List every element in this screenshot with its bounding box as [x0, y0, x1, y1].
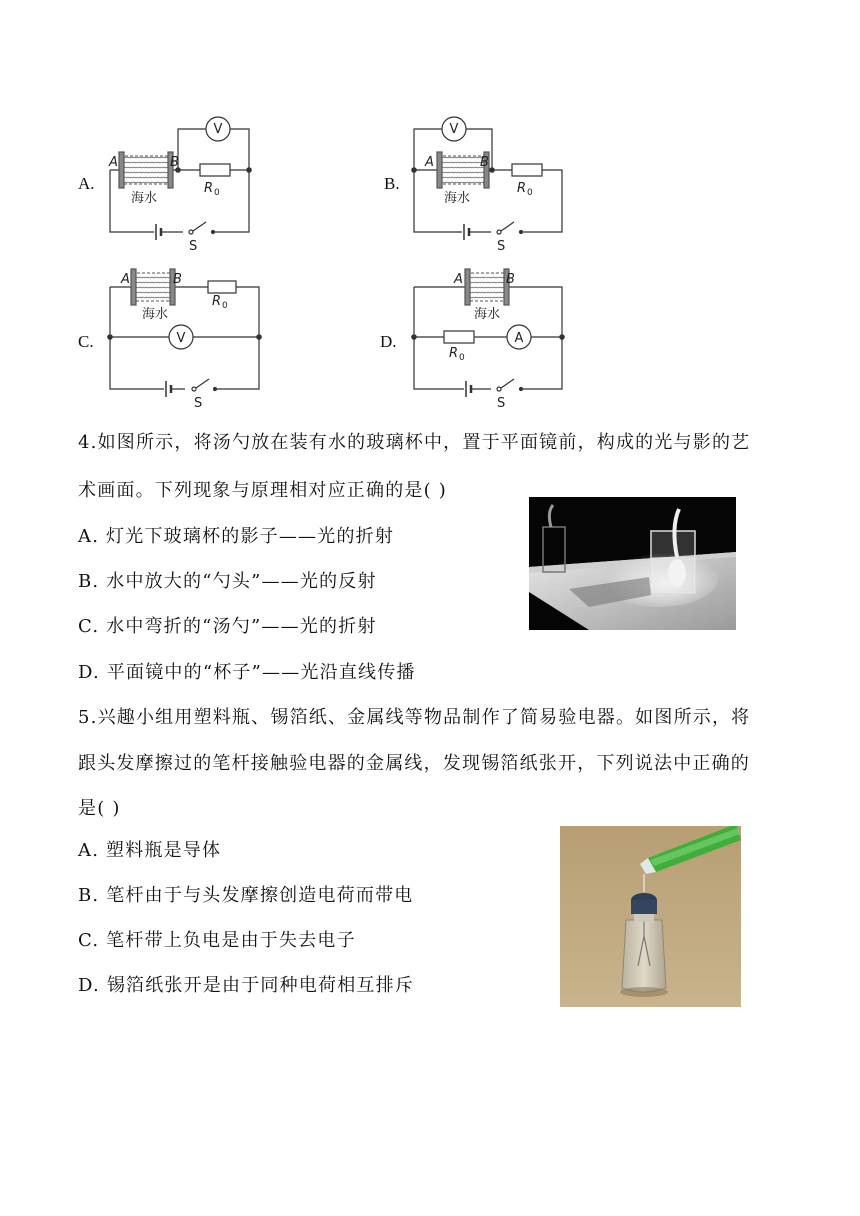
q4-option-b: B. 水中放大的“勺头”——光的反射: [78, 571, 377, 592]
terminal-a-label: A: [109, 155, 118, 170]
switch-label: S: [497, 239, 506, 254]
q4-option-c: C. 水中弯折的“汤勺”——光的折射: [78, 616, 377, 637]
q4-stem-line1: 4.如图所示，将汤勺放在装有水的玻璃杯中，置于平面镜前，构成的光与影的艺: [78, 432, 751, 453]
terminal-a-label: A: [425, 155, 434, 170]
terminal-b-label: B: [480, 155, 489, 170]
switch-label: S: [497, 396, 506, 411]
resistor-label: R: [449, 346, 459, 361]
resistor-sub: 0: [222, 301, 228, 311]
terminal-a-label: A: [454, 272, 463, 287]
circuit-d: [412, 269, 564, 397]
option-b-letter: B.: [384, 174, 400, 193]
circuit-diagrams: [0, 0, 860, 420]
option-d-letter: D.: [380, 332, 397, 351]
circuit-a: [110, 117, 251, 240]
q5-stem-line1: 5.兴趣小组用塑料瓶、锡箔纸、金属线等物品制作了简易验电器。如图所示，将: [78, 707, 751, 728]
q5-option-b: B. 笔杆由于与头发摩擦创造电荷而带电: [78, 885, 414, 906]
resistor-sub: 0: [527, 188, 533, 198]
resistor-label: R: [517, 181, 527, 196]
q4-option-a: A. 灯光下玻璃杯的影子——光的折射: [78, 526, 395, 547]
seawater-label: 海水: [131, 191, 158, 206]
switch-label: S: [189, 239, 198, 254]
seawater-label: 海水: [444, 191, 471, 206]
terminal-b-label: B: [506, 272, 515, 287]
voltmeter-label: V: [449, 122, 459, 137]
voltmeter-label: V: [213, 122, 223, 137]
q5-option-d: D. 锡箔纸张开是由于同种电荷相互排斥: [78, 975, 415, 996]
q4-option-d: D. 平面镜中的“杯子”——光沿直线传播: [78, 662, 416, 683]
spoon-glass-photo: [529, 497, 736, 630]
terminal-b-label: B: [170, 155, 179, 170]
voltmeter-label: V: [176, 331, 186, 346]
electroscope-photo: [560, 826, 741, 1007]
terminal-b-label: B: [173, 272, 182, 287]
switch-label: S: [194, 396, 203, 411]
q5-stem-line2: 跟头发摩擦过的笔杆接触验电器的金属线，发现锡箔纸张开，下列说法中正确的: [78, 753, 750, 774]
q5-stem-line3: 是( ): [78, 798, 121, 819]
option-c-letter: C.: [78, 332, 94, 351]
q4-stem-line2: 术画面。下列现象与原理相对应正确的是( ): [78, 480, 447, 501]
seawater-label: 海水: [474, 307, 501, 322]
q5-option-a: A. 塑料瓶是导体: [78, 840, 222, 861]
seawater-label: 海水: [142, 307, 169, 322]
resistor-sub: 0: [459, 353, 465, 363]
option-a-letter: A.: [78, 174, 95, 193]
q5-option-c: C. 笔杆带上负电是由于失去电子: [78, 930, 356, 951]
resistor-sub: 0: [214, 188, 220, 198]
resistor-label: R: [204, 181, 214, 196]
resistor-label: R: [212, 294, 222, 309]
terminal-a-label: A: [121, 272, 130, 287]
circuit-b: [412, 117, 562, 240]
ammeter-label: A: [514, 331, 524, 346]
